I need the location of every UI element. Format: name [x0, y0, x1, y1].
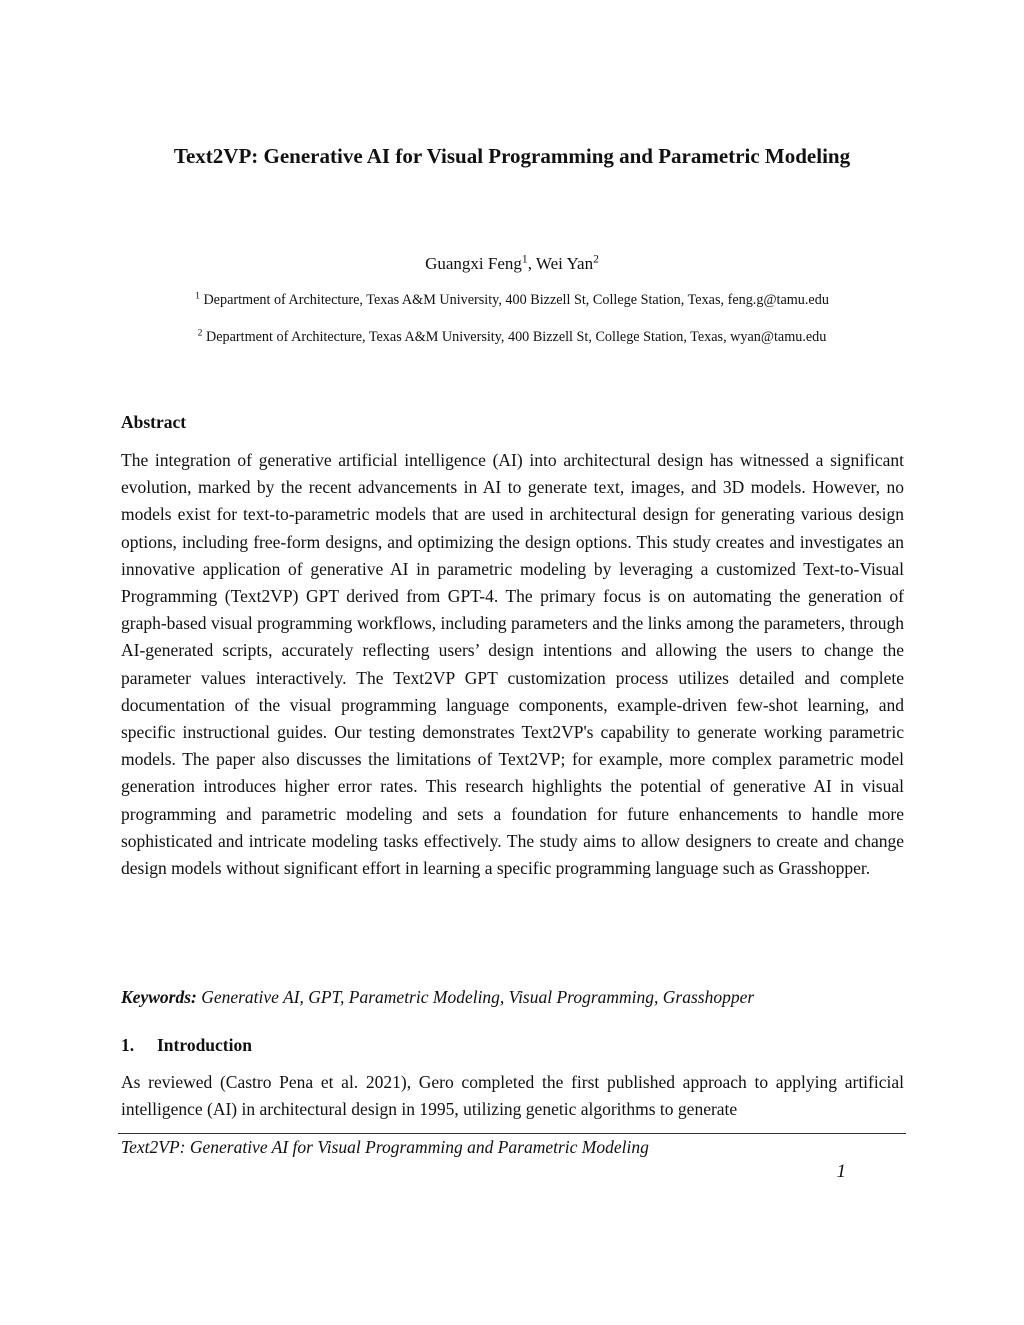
abstract-heading: Abstract [121, 412, 187, 432]
keywords-label: Keywords: [121, 987, 197, 1007]
author-name: Wei Yan [535, 254, 594, 273]
affiliation-mark: 1 [195, 290, 200, 302]
section-number: 1. [121, 1035, 135, 1055]
affiliation-mark: 2 [197, 327, 203, 339]
affiliation-1 [0, 290, 1024, 310]
author-line [0, 252, 1024, 276]
keywords [121, 985, 911, 1009]
affiliation-text: Department of Architecture, Texas A&M University, 400 Bizzell St, College Station, Texas, wyan@tamu.edu [206, 329, 827, 345]
abstract-body: The integration of generative artificial intelligence (AI) into architectural design has witnessed a significant evolution, marked by the recent advancements in AI to generate text, images, and 3D models. However, no models exist for text-to-parametric models that are used in architectural design for generating various design options, including free-form designs, and optimizing the design options. This study creates and investigates an innovative application of generative AI in parametric modeling by leveraging a customized Text-to-Visual Programming (Text2VP) GPT derived from GPT-4. The primary focus is on automating the generation of graph-based visual programming workflows, including parameters and the links among the parameters, through AI-generated scripts, accurately reflecting users’ design intentions and allowing the users to change the parameter values interactively. The Text2VP GPT customization process utilizes detailed and complete documentation of the visual programming language components, example-driven few-shot learning, and specific instructional guides. Our testing demonstrates Text2VP's capability to generate working parametric models. The paper also discusses the limitations of Text2VP; for example, more complex parametric model generation introduces higher error rates. This research highlights the potential of generative AI in visual programming and parametric modeling and sets a foundation for future enhancements to handle more sophisticated and intricate modeling tasks effectively. The study aims to allow designers to create and change design models without significant effort in learning a specific programming language such as Grasshopper. [121, 450, 904, 879]
affiliation-text: Department of Architecture, Texas A&M University, 400 Bizzell St, College Station, Texas, feng.g@tamu.edu [203, 292, 829, 308]
introduction-body: As reviewed (Castro Pena et al. 2021), Gero completed the first published approach to applying artificial intelligence (AI) in architectural design in 1995, utilizing genetic algorithms to generate [121, 1072, 904, 1120]
footer-rule [118, 1133, 906, 1134]
author-name: Guangxi Feng [425, 254, 522, 273]
section-title: Introduction [157, 1035, 252, 1055]
author-separator: , [527, 254, 536, 273]
running-footer-title: Text2VP: Generative AI for Visual Programming and Parametric Modeling [121, 1137, 649, 1157]
affiliation-2 [0, 327, 1024, 347]
paper-title: Text2VP: Generative AI for Visual Programming and Parametric Modeling [173, 144, 851, 168]
page-number: 1 [836, 1161, 846, 1182]
author-affiliation-mark: 2 [593, 252, 599, 266]
author-affiliation-mark: 1 [521, 252, 528, 266]
keywords-list: Generative AI, GPT, Parametric Modeling, Visual Programming, Grasshopper [196, 987, 755, 1007]
